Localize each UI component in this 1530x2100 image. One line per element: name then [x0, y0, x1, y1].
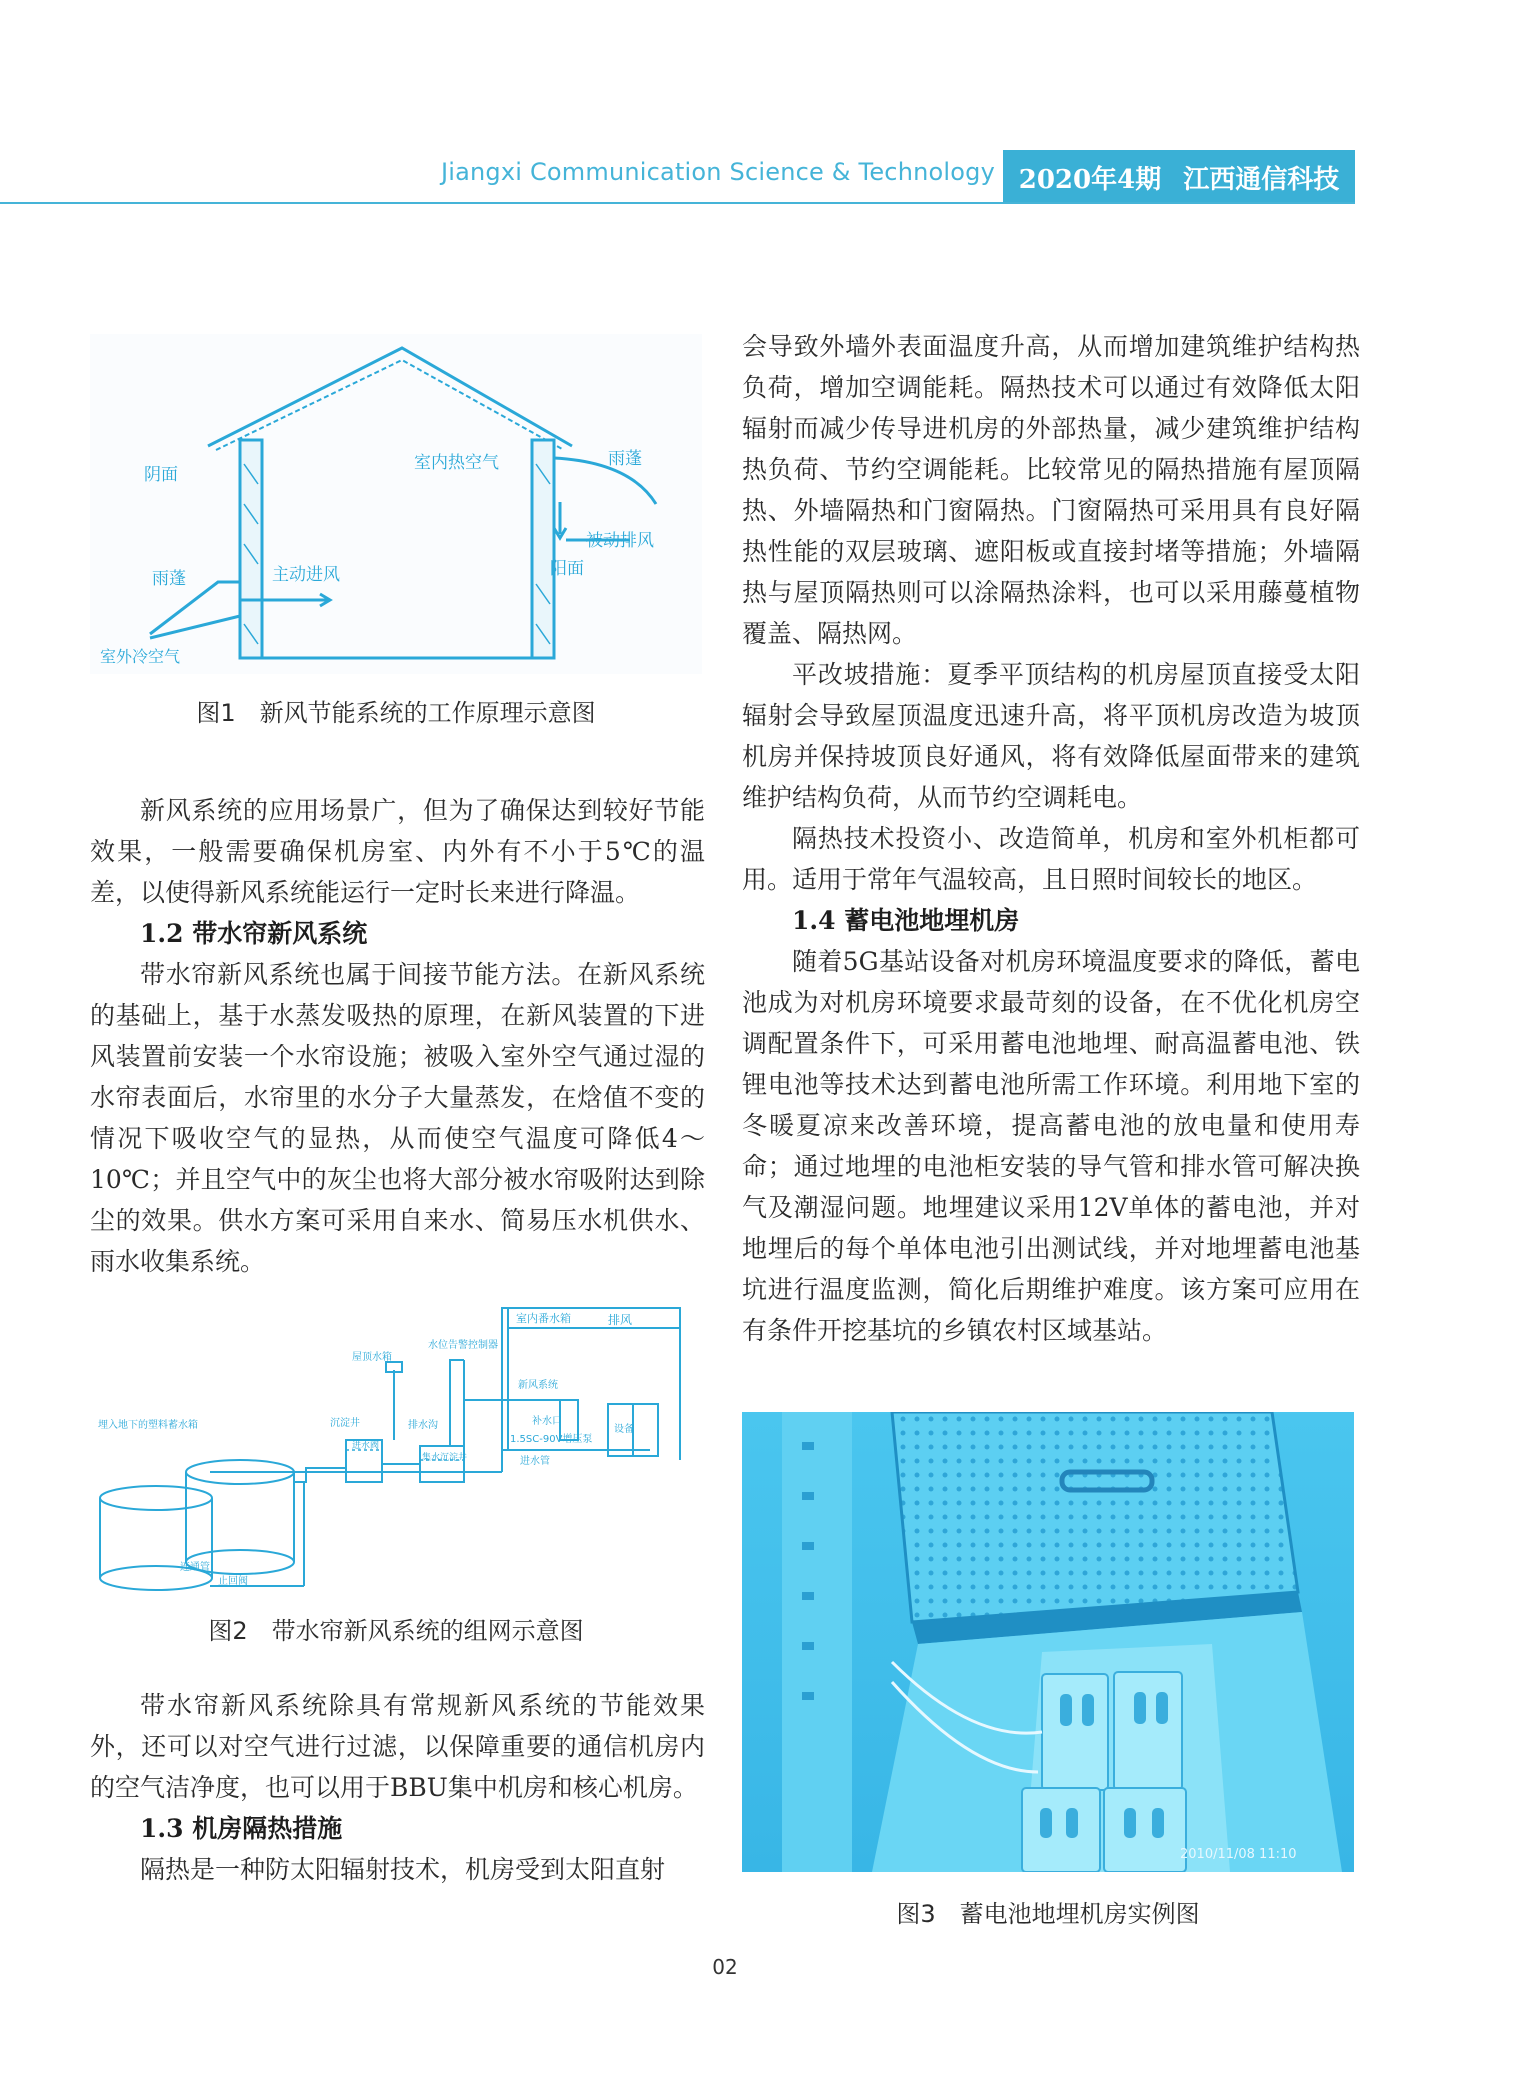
- paragraph: 会导致外墙外表面温度升高，从而增加建筑维护结构热负荷，增加空调能耗。隔热技术可以通过有效降低太阳辐射而减少传导进机房的外部热量，减少建筑维护结构热负荷、节约空调能耗。比较常见的隔热措施有屋顶隔热、外墙隔热和门窗隔热。门窗隔热可采用具有良好隔热性能的双层玻璃、遮阳板或直接封堵等措施；外墙隔热与屋顶隔热则可以涂隔热涂料，也可以采用藤蔓植物覆盖、隔热网。: [742, 332, 1360, 648]
- left-column-lower: [90, 1685, 705, 1890]
- right-column: [742, 326, 1360, 1351]
- paragraph: 带水帘新风系统也属于间接节能方法。在新风系统的基础上，基于水蒸发吸热的原理，在新风装置的下进风装置前安装一个水帘设施；被吸入室外空气通过湿的水帘表面后，水帘里的水分子大量蒸发，在焓值不变的情况下吸收空气的显热，从而使空气温度可降低4～10℃；并且空气中的灰尘也将大部分被水帘吸附达到除尘的效果。供水方案可采用自来水、简易压水机供水、雨水收集系统。: [90, 960, 705, 1276]
- label-sediment-tank: 沉淀井: [330, 1418, 360, 1429]
- label-fresh-air-system: 新风系统: [518, 1380, 558, 1391]
- paragraph: 随着5G基站设备对机房环境温度要求的降低，蓄电池成为对机房环境要求最苛刻的设备，在不优化机房空调配置条件下，可采用蓄电池地埋、耐高温蓄电池、铁锂电池等技术达到蓄电池所需工作环境。利用地下室的冬暖夏凉来改善环境，提高蓄电池的放电量和使用寿命；通过地埋的电池柜安装的导气管和排水管可解决换气及潮湿问题。地埋建议采用12V单体的蓄电池，并对地埋后的每个单体电池引出测试线，并对地埋蓄电池基坑进行温度监测，简化后期维护难度。该方案可应用在有条件开挖基坑的乡镇农村区域基站。: [742, 947, 1360, 1345]
- figure-1-caption: 图1 新风节能系统的工作原理示意图: [196, 699, 596, 727]
- label-buried-tank: 埋入地下的塑料蓄水箱: [98, 1420, 198, 1431]
- paragraph: 带水帘新风系统除具有常规新风系统的节能效果外，还可以对空气进行过滤，以保障重要的通信机房内的空气洁净度，也可以用于BBU集中机房和核心机房。: [90, 1691, 705, 1802]
- label-canopy-left: 雨蓬: [152, 569, 186, 589]
- section-heading-1-4: 1.4 蓄电池地埋机房: [792, 906, 1020, 935]
- journal-name-en: Jiangxi Communication Science & Technology: [440, 158, 995, 186]
- figure-3-caption: 图3 蓄电池地埋机房实例图: [896, 1900, 1200, 1928]
- label-pump: 1.5SC-90V增压泵: [510, 1434, 593, 1445]
- label-sunny-side: 阳面: [550, 559, 584, 579]
- issue-label: 2020年4期: [1018, 164, 1162, 195]
- label-inlet-pipe: 进水管: [520, 1456, 550, 1467]
- label-level-controller: 水位告警控制器: [428, 1340, 498, 1351]
- page-number: 02: [712, 1955, 738, 1979]
- left-column: [90, 790, 705, 1282]
- figure-3-photo: [742, 1412, 1354, 1872]
- section-heading-1-3: 1.3 机房隔热措施: [140, 1814, 343, 1843]
- issue-badge: [1003, 150, 1355, 204]
- label-outdoor-cold-air: 室外冷空气: [100, 647, 181, 666]
- figure-2-caption: 图2 带水帘新风系统的组网示意图: [208, 1617, 584, 1645]
- label-exhaust: 排风: [608, 1313, 633, 1327]
- label-indoor-cabinet: 室内番水箱: [516, 1312, 571, 1325]
- label-active-intake: 主动进风: [272, 565, 340, 585]
- label-shade: 阴面: [144, 465, 178, 485]
- paragraph: 隔热技术投资小、改造简单，机房和室外机柜都可用。适用于常年气温较高，且日照时间较长的地区。: [742, 824, 1360, 894]
- paragraph: 新风系统的应用场景广，但为了确保达到较好节能效果，一般需要确保机房室、内外有不小于5℃的温差，以使得新风系统能运行一定时长来进行降温。: [90, 796, 705, 907]
- paragraph: 隔热是一种防太阳辐射技术，机房受到太阳直射: [140, 1855, 666, 1884]
- label-canopy-right: 雨蓬: [608, 449, 642, 469]
- journal-name-cn: 江西通信科技: [1183, 164, 1340, 195]
- paragraph: 平改坡措施：夏季平顶结构的机房屋顶直接受太阳辐射会导致屋顶温度迅速升高，将平顶机房改造为坡顶机房并保持坡顶良好通风，将有效降低屋面带来的建筑维护结构负荷，从而节约空调耗电。: [742, 660, 1360, 812]
- label-connect-pipe: 连通管: [180, 1562, 210, 1573]
- label-passive-exhaust: 被动排风: [586, 531, 654, 551]
- figure-2-diagram: [90, 1300, 702, 1592]
- figure-1-diagram: [90, 334, 702, 674]
- figure-2: [90, 1300, 702, 1592]
- label-roof-tank: 屋顶水箱: [352, 1352, 392, 1363]
- label-collect-tank: 集水沉淀井: [422, 1453, 468, 1463]
- label-indoor-hot-air: 室内热空气: [414, 453, 499, 473]
- figure-1: [90, 334, 702, 674]
- label-drain-ditch: 排水沟: [408, 1420, 438, 1431]
- label-outlet: 补水口: [532, 1416, 562, 1427]
- label-check-valve: 止回阀: [218, 1576, 248, 1587]
- label-indoor-unit: 设备: [614, 1424, 634, 1435]
- header-rule: [0, 202, 1355, 204]
- label-inlet-valve: 进水阀: [352, 1441, 380, 1451]
- figure-3: [742, 1412, 1354, 1872]
- section-heading-1-2: 1.2 带水帘新风系统: [140, 919, 368, 948]
- photo-timestamp: 2010/11/08 11:10: [1180, 1847, 1297, 1862]
